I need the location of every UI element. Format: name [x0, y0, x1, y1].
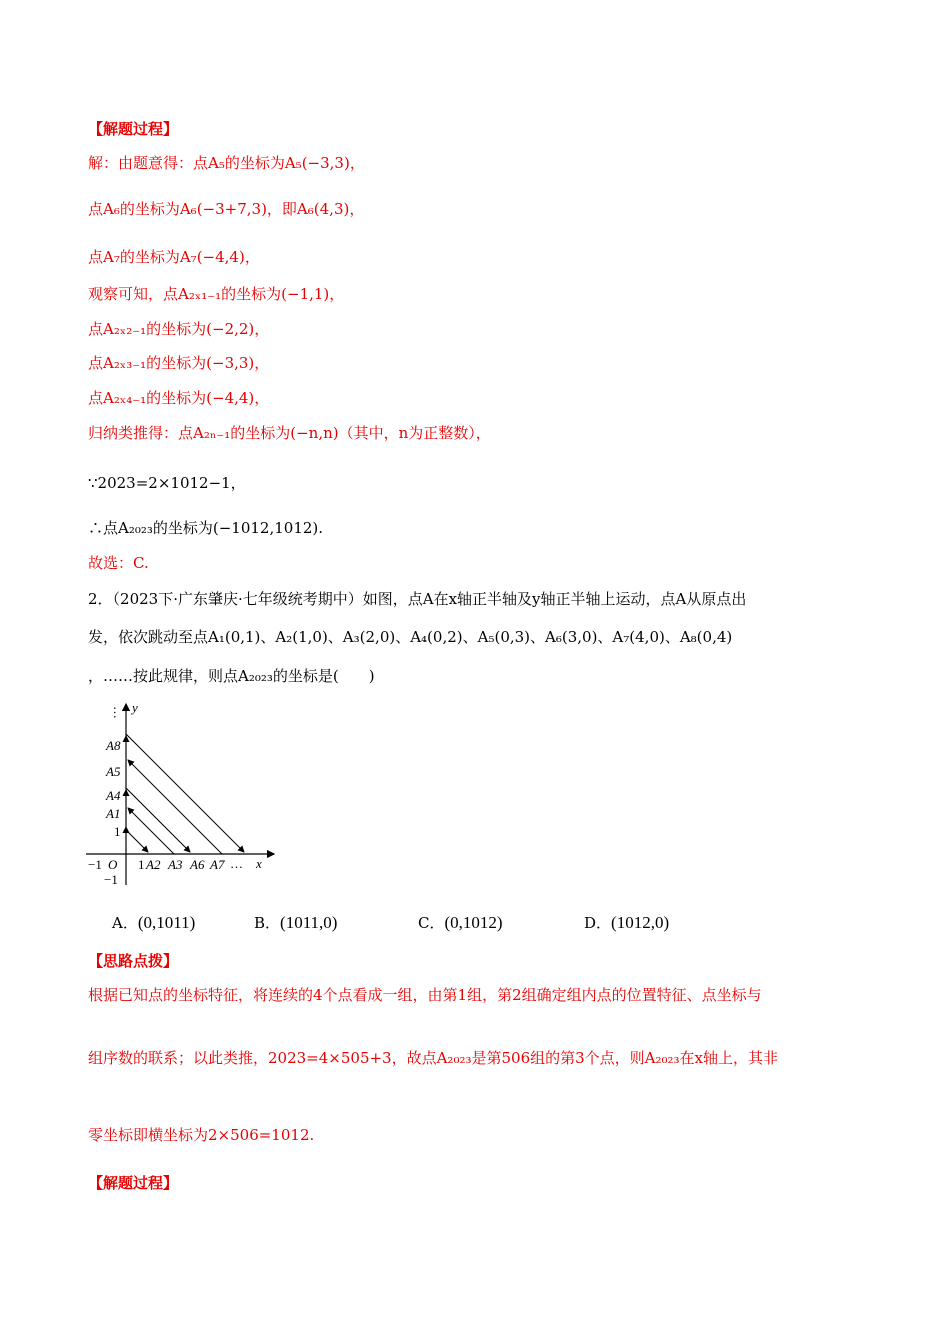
solution-answer: 故选：C. [88, 554, 149, 572]
solution-line-6: 点A₂ₓ₃₋₁的坐标为(−3,3)， [88, 354, 270, 372]
path-arrow [126, 788, 190, 852]
neg-one-x-label: −1 [88, 857, 102, 872]
solution-line-1: 解：由题意得：点A₅的坐标为A₅(−3,3)， [88, 154, 365, 172]
option-b-letter: B． [254, 914, 281, 932]
solution-line-8: 归纳类推得：点A₂ₙ₋₁的坐标为(−n,n)（其中，n为正整数）， [88, 424, 491, 442]
solution-header: 【解题过程】 [88, 120, 179, 138]
label-a2: A2 [146, 857, 161, 872]
question-text-1: 如图，点A在x轴正半轴及y轴正半轴上运动，点A从原点出 [362, 590, 747, 608]
path-arrow [128, 760, 222, 854]
question-line-2: 发，依次跳动至点A₁(0,1)、A₂(1,0)、A₃(2,0)、A₄(0,2)、A₅(0,3)、A₆(3,0)、A₇(4,0)、A₈(0,4) [88, 628, 733, 646]
question-line-1 [88, 588, 746, 610]
option-c-value: (0,1012) [444, 913, 503, 932]
option-d-letter: D． [584, 914, 612, 932]
one-y-label: 1 [114, 824, 121, 839]
path-arrow [128, 808, 174, 854]
option-d[interactable] [584, 912, 669, 933]
solution-line-3: 点A₇的坐标为A₇(−4,4)， [88, 248, 260, 266]
path-arrow [126, 734, 244, 852]
option-b[interactable] [254, 912, 337, 933]
label-a1: A1 [106, 806, 121, 821]
label-a3: A3 [168, 857, 183, 872]
one-x-label: 1 [138, 857, 145, 872]
hint-header: 【思路点拨】 [88, 952, 179, 970]
solution-line-2: 点A₆的坐标为A₆(−3+7,3)，即A₆(4,3)， [88, 200, 365, 218]
label-a8: A8 [106, 738, 121, 753]
dots-y: … [111, 706, 126, 719]
option-a-letter: A． [112, 914, 138, 932]
hint-line-3: 零坐标即横坐标为2×506=1012. [88, 1126, 315, 1144]
solution-line-5: 点A₂ₓ₂₋₁的坐标为(−2,2)， [88, 320, 270, 338]
label-a5: A5 [106, 764, 121, 779]
solution-line-10: ∴点A₂₀₂₃的坐标为(−1012,1012). [88, 519, 324, 537]
solution-line-9: ∵2023=2×1012−1， [88, 474, 246, 492]
label-a4: A4 [106, 788, 121, 803]
hint-line-1: 根据已知点的坐标特征，将连续的4个点看成一组，由第1组，第2组确定组内点的位置特征、点坐标与 [88, 986, 762, 1004]
solution-line-4: 观察可知，点A₂ₓ₁₋₁的坐标为(−1,1)， [88, 285, 345, 303]
question-number: 2． [88, 590, 113, 608]
coordinate-figure [84, 700, 284, 890]
option-d-value: (1012,0) [611, 913, 670, 932]
neg-one-y-label: −1 [104, 872, 118, 887]
option-a-value: (0,1011) [137, 913, 196, 932]
label-a7: A7 [210, 857, 225, 872]
question-source: （2023下·广东肇庆·七年级统考期中） [112, 590, 363, 608]
question-line-3: ，……按此规律，则点A₂₀₂₃的坐标是( ) [88, 667, 375, 685]
solution-header-2: 【解题过程】 [88, 1174, 179, 1192]
option-c[interactable] [418, 912, 503, 933]
option-c-letter: C． [418, 914, 445, 932]
option-b-value: (1011,0) [280, 913, 338, 932]
label-a6: A6 [190, 857, 205, 872]
solution-line-7: 点A₂ₓ₄₋₁的坐标为(−4,4)， [88, 389, 270, 407]
dots-x: … [230, 856, 243, 871]
y-axis-label: y [132, 700, 138, 715]
x-axis-label: x [256, 856, 262, 871]
path-arrow [126, 830, 148, 852]
option-a[interactable] [112, 912, 195, 933]
origin-label: O [108, 857, 118, 872]
hint-line-2: 组序数的联系；以此类推，2023=4×505+3，故点A₂₀₂₃是第506组的第3个点，则A₂₀₂₃在x轴上，其非 [88, 1049, 779, 1067]
